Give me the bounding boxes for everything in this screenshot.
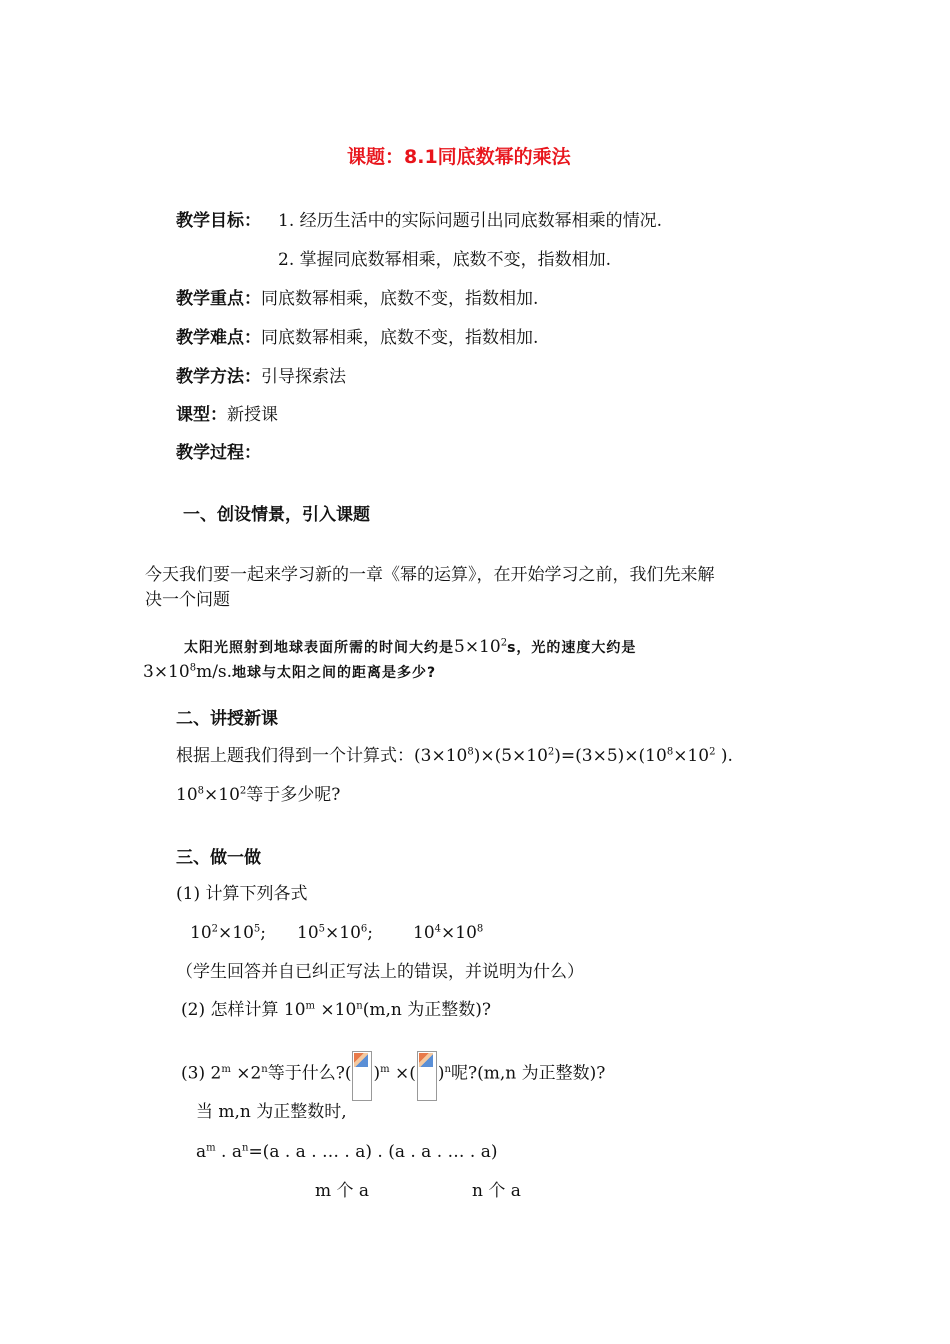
q3-exp-3: m [380,1063,390,1075]
difficulty-label: 教学难点： [176,328,261,348]
q2-text-c: (m,n 为正整数)? [362,1000,492,1020]
method-text: 引导探索法 [261,367,346,387]
process-label: 教学过程： [176,443,261,463]
s2-exp-4: 2 [709,746,716,758]
problem-exp-b: 2 [500,637,508,649]
calc3-exp2: 8 [476,923,484,935]
objective-2: 2. 掌握同底数幂相乘，底数不变，指数相加. [278,250,612,270]
m-label: m 个 a [315,1181,370,1201]
q3-exp-4: n [444,1063,451,1075]
method [176,366,346,388]
formula-b: . a [215,1142,242,1162]
key-point-text: 同底数幂相乘，底数不变，指数相加. [261,289,539,309]
section2-line2 [176,784,340,806]
q3-text-c: 等于什么?( [267,1063,352,1084]
q3-text-f: ×( [389,1063,416,1084]
calc2-end: ; [367,923,374,943]
s2-exp-1: 8 [467,746,474,758]
problem-part-a: 太阳光照射到地球表面所需的时间大约是 [184,640,454,656]
objectives-label: 教学目标： [176,211,261,231]
formula-exp-2: n [241,1142,249,1154]
calc-1 [190,922,266,944]
question-1: (1) 计算下列各式 [176,884,308,904]
s2l2-text-b: ×10 [204,785,240,805]
problem-part-e: m/s. [196,662,233,682]
key-point [176,288,538,310]
q3-text-h: 呢?(m,n 为正整数)? [450,1063,606,1084]
difficulty-text: 同底数幂相乘，底数不变，指数相加. [261,328,539,348]
problem-line1 [184,636,636,659]
objective-1: 1. 经历生活中的实际问题引出同底数幂相乘的情况. [278,211,663,231]
s2l2-text-c: 等于多少呢? [246,785,341,805]
formula-exp-1: m [206,1142,216,1154]
section2-line1 [176,745,733,767]
calc1-base: 10 [190,923,212,943]
calc1-end: ; [260,923,267,943]
problem-line2 [143,661,436,684]
q2-text-a: (2) 怎样计算 10 [181,1000,306,1020]
problem-part-b: 5×10 [454,637,501,657]
s2-text-a: 根据上题我们得到一个计算式：(3×10 [176,746,468,766]
problem-exp-d: 8 [189,662,197,674]
calc-3 [413,922,483,944]
q3-exp-1: m [221,1063,231,1075]
formula-a: a [196,1142,207,1162]
calc2-exp2: 6 [360,923,368,935]
q3-text-g: ) [437,1063,445,1084]
lesson-type [176,404,278,426]
when-statement: 当 m,n 为正整数时, [196,1102,347,1122]
section2-heading: 二、讲授新课 [176,709,278,729]
page-title: 课题：8.1同底数幂的乘法 [347,146,571,168]
n-label: n 个 a [472,1181,521,1201]
formula-c: =(a . a . … . a) . (a . a . … . a) [248,1142,498,1162]
q2-text-b: ×10 [315,1000,357,1020]
calc2-exp1: 5 [318,923,326,935]
question-3 [181,1049,605,1099]
difficulty [176,327,538,349]
calc1-mid: ×10 [218,923,254,943]
broken-image-icon [352,1051,372,1101]
s2-text-d: ×10 [673,746,710,766]
s2l2-exp-1: 8 [197,785,205,797]
student-note: （学生回答并自已纠正写法上的错误，并说明为什么） [176,962,584,982]
calc3-base: 10 [413,923,435,943]
calc2-base: 10 [297,923,319,943]
s2-text-c: )=(3×5)×(10 [554,746,667,766]
q3-exp-2: n [261,1063,268,1075]
broken-image-icon [417,1051,437,1101]
section1-intro-line2: 决一个问题 [145,590,230,610]
calc3-mid: ×10 [441,923,477,943]
lesson-type-text: 新授课 [227,405,278,425]
section1-intro-line1: 今天我们要一起来学习新的一章《幂的运算》，在开始学习之前，我们先来解 [145,565,715,585]
formula [196,1141,498,1163]
calc2-mid: ×10 [325,923,361,943]
problem-part-d: 3×10 [143,662,190,682]
q3-text-d: ) [373,1063,381,1084]
q2-exp-1: m [305,1000,316,1012]
calc1-exp1: 2 [211,923,219,935]
s2-exp-3: 8 [666,746,674,758]
s2l2-exp-2: 2 [239,785,247,797]
problem-part-c: s，光的速度大约是 [507,640,637,656]
calc3-exp1: 4 [434,923,442,935]
method-label: 教学方法： [176,367,261,387]
s2-exp-2: 2 [547,746,555,758]
calc-2 [297,922,373,944]
lesson-type-label: 课型： [176,405,227,425]
s2-text-f: ). [715,746,733,766]
problem-part-f: 地球与太阳之间的距离是多少? [232,665,437,681]
q3-text-b: ×2 [230,1063,262,1084]
section3-heading: 三、做一做 [176,848,261,868]
q2-exp-2: n [356,1000,363,1012]
s2-text-b: )×(5×10 [473,746,548,766]
question-2 [181,999,491,1021]
s2l2-text-a: 10 [176,785,198,805]
key-point-label: 教学重点： [176,289,261,309]
q3-text-a: (3) 2 [181,1063,222,1084]
section1-heading: 一、创设情景，引入课题 [183,505,370,525]
calc1-exp2: 5 [253,923,261,935]
